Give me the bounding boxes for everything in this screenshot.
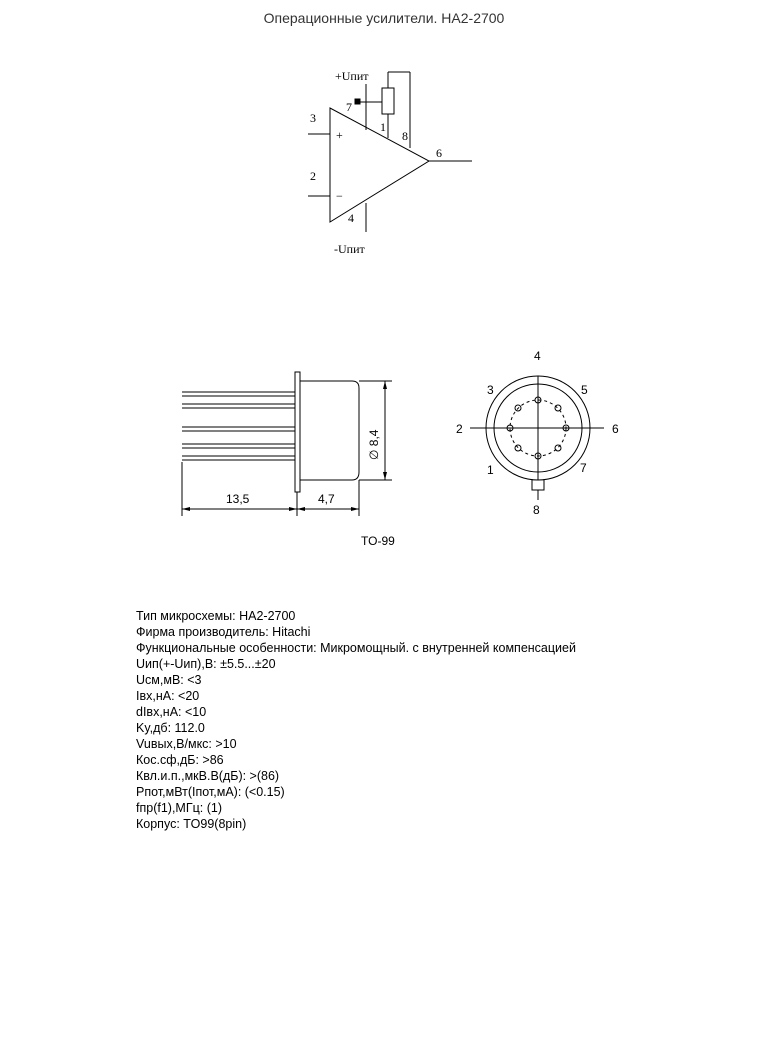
spec-line: Vuвых,В/мкс: >10 — [136, 737, 237, 751]
bv-pin5: 5 — [581, 383, 588, 397]
spec-line: Кос.сф,дБ: >86 — [136, 753, 224, 767]
spec-line: Iвх,нА: <20 — [136, 689, 200, 703]
package-side-view — [182, 372, 392, 516]
spec-line: Функциональные особенности: Микромощный. с внутренней компенсацией — [136, 641, 576, 655]
sch-pin4: 4 — [348, 211, 354, 225]
spec-line: Фирма производитель: Hitachi — [136, 625, 311, 639]
vplus-label: +Uпит — [335, 69, 369, 83]
bv-pin2: 2 — [456, 422, 463, 436]
bv-pin7: 7 — [580, 461, 587, 475]
package-flange — [295, 372, 300, 492]
spec-line: dIвх,нА: <10 — [136, 705, 207, 719]
opamp-schematic — [308, 72, 472, 232]
spec-line: Тип микросхемы: HA2-2700 — [136, 609, 296, 623]
key-tab — [532, 479, 544, 490]
plus-sign: + — [336, 128, 343, 142]
vminus-label: -Uпит — [334, 242, 365, 256]
sch-pin1: 1 — [380, 120, 386, 134]
bv-pin6: 6 — [612, 422, 619, 436]
page-title: Операционные усилители. HA2-2700 — [263, 10, 505, 26]
spec-line: Uсм,мВ: <3 — [136, 673, 202, 687]
dim-body-label: 4,7 — [318, 492, 335, 506]
spec-line: Uип(+-Uип),В: ±5.5...±20 — [136, 657, 276, 671]
bv-pin1: 1 — [487, 463, 494, 477]
sch-pin3: 3 — [310, 111, 316, 125]
spec-list — [136, 608, 576, 832]
bv-pin4: 4 — [534, 349, 541, 363]
package-leads — [182, 392, 295, 460]
bv-pin8: 8 — [533, 503, 540, 517]
sch-pin8: 8 — [402, 129, 408, 143]
sch-pin2: 2 — [310, 169, 316, 183]
spec-line: Корпус: TO99(8pin) — [136, 817, 247, 831]
spec-line: Квл.и.п.,мкВ.В(дБ): >(86) — [136, 769, 280, 783]
dim-diameter-label: ∅ 8,4 — [367, 429, 381, 460]
spec-line: Ky,дб: 112.0 — [136, 721, 205, 735]
wiper-junction — [355, 99, 360, 104]
bv-pin3: 3 — [487, 383, 494, 397]
minus-sign: − — [336, 189, 343, 203]
package-name: TO-99 — [361, 534, 395, 548]
package-can — [300, 381, 359, 480]
dim-arrows — [182, 381, 387, 511]
sch-pin7: 7 — [346, 100, 352, 114]
dim-length-label: 13,5 — [226, 492, 250, 506]
sch-pin6: 6 — [436, 146, 442, 160]
trim-resistor — [382, 88, 394, 114]
spec-line: fпр(f1),МГц: (1) — [136, 801, 222, 815]
spec-line: Pпот,мВт(Iпот,мА): (<0.15) — [136, 785, 285, 799]
